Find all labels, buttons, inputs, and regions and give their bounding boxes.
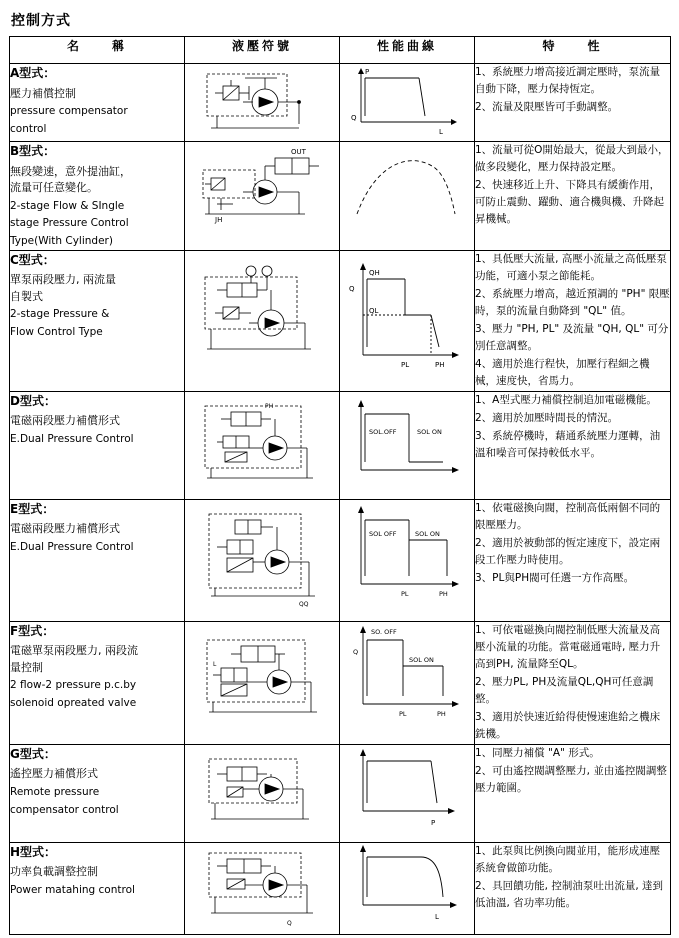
svg-text:QH: QH	[369, 268, 380, 277]
char-item: 2、系統壓力增高，越近預調的 "PH" 限壓時，泵的流量自動降到 "QL" 值。	[475, 287, 670, 317]
row-character-cell	[475, 142, 671, 251]
hydraulic-symbol-diagram-icon	[185, 251, 339, 387]
row-symbol-cell	[185, 142, 340, 251]
performance-curve-chart	[340, 843, 474, 927]
en-line: control	[10, 122, 47, 135]
char-item: 3、適用於快速近給得使慢速進給之機床銑機。	[475, 710, 661, 740]
svg-text:QL: QL	[369, 306, 379, 315]
char-item: 1、流量可從O開始最大，從最大到最小，做多段變化，壓力保持設定壓。	[475, 144, 669, 173]
type-label: C型式：	[10, 252, 55, 267]
svg-text:PL: PL	[399, 709, 407, 718]
page-title: 控制方式	[11, 13, 71, 29]
char-item: 2、快速移近上升、下降具有緩衝作用，可防止震動、躍動、適合機與機、升降起昇機械。	[475, 179, 664, 225]
svg-text:Q: Q	[353, 647, 359, 656]
en-line: Type(With Cylinder)	[10, 235, 113, 248]
char-item: 3、PL與PH閥可任選一方作高壓。	[475, 571, 635, 584]
column-header-name: 名 稱	[10, 37, 185, 64]
svg-text:PH: PH	[435, 360, 445, 369]
svg-text:PL: PL	[401, 360, 410, 369]
control-types-table	[9, 36, 671, 935]
zh-line: 無段變速，意外提油缸，	[10, 164, 131, 178]
hydraulic-symbol-diagram-icon	[185, 142, 339, 232]
en-line: solenoid opreated valve	[10, 697, 137, 710]
row-curve-cell	[340, 744, 475, 842]
column-header-symbol: 液壓符號	[185, 37, 340, 64]
performance-curve-chart	[340, 142, 474, 230]
svg-text:L: L	[439, 128, 443, 136]
performance-curve-chart	[340, 745, 474, 835]
row-name-cell	[10, 142, 185, 251]
row-name-cell	[10, 250, 185, 391]
zh-line: 流量可任意變化。	[10, 181, 98, 195]
type-label: A型式：	[10, 66, 56, 80]
table-row	[10, 621, 671, 744]
type-label: B型式：	[10, 144, 56, 158]
svg-text:P: P	[365, 68, 370, 76]
hydraulic-symbol-diagram-icon	[185, 745, 339, 839]
en-line: pressure compensator	[10, 105, 128, 118]
column-header-curve: 性能曲線	[340, 37, 475, 64]
row-symbol-cell	[185, 250, 340, 391]
char-item: 2、適用於被動部的恆定速度下，設定兩段工作壓力時使用。	[475, 536, 661, 566]
en-line: 2-stage Pressure &	[10, 308, 110, 321]
char-item: 1、同壓力補償 "A" 形式。	[475, 746, 600, 759]
en-line: E.Dual Pressure Control	[10, 540, 134, 553]
en-line: Remote pressure	[10, 785, 100, 798]
table-header-row	[10, 37, 671, 64]
row-name-cell	[10, 621, 185, 744]
svg-text:PH: PH	[265, 402, 274, 410]
table-row	[10, 250, 671, 391]
type-label: F型式：	[10, 623, 55, 638]
hydraulic-symbol-diagram-icon	[185, 843, 339, 931]
svg-text:PH: PH	[437, 709, 446, 718]
char-item: 2、可由遙控閥調整壓力, 並由遙控閥調整壓力範圍。	[475, 764, 667, 794]
row-curve-cell	[340, 499, 475, 621]
svg-text:L: L	[213, 660, 217, 668]
row-name-cell	[10, 499, 185, 621]
hydraulic-symbol-diagram-icon	[185, 64, 339, 140]
row-curve-cell	[340, 142, 475, 251]
row-name-cell	[10, 64, 185, 142]
zh-line: 電磁兩段壓力補償形式	[10, 414, 120, 428]
table-row	[10, 499, 671, 621]
zh-line: 電磁單泵兩段壓力, 兩段流	[10, 644, 138, 658]
zh-line: 單泵兩段壓力, 兩流量	[10, 273, 116, 287]
char-item: 2、具回饋功能, 控制油泵吐出流量, 達到低油溫, 省功率功能。	[475, 879, 664, 909]
hydraulic-symbol-diagram-icon	[185, 622, 339, 736]
type-label: E型式：	[10, 501, 55, 516]
en-line: stage Pressure Control	[10, 217, 129, 230]
en-line: Power matahing control	[10, 883, 135, 896]
row-name-cell	[10, 744, 185, 842]
char-item: 1、可依電磁換向閥控制低壓大流量及高壓小流量的功能。當電磁通電時, 壓力升高到PH, 流量降至QL。	[475, 623, 661, 670]
row-curve-cell	[340, 64, 475, 142]
svg-text:P: P	[431, 818, 436, 827]
row-symbol-cell	[185, 842, 340, 934]
char-item: 2、流量及限壓皆可手動調整。	[475, 101, 619, 113]
table-row	[10, 391, 671, 499]
performance-curve-chart	[340, 392, 474, 492]
table-row	[10, 842, 671, 934]
row-symbol-cell	[185, 499, 340, 621]
svg-text:SOL.OFF: SOL.OFF	[369, 427, 397, 436]
svg-text:SO. OFF: SO. OFF	[371, 627, 397, 636]
svg-text:SOL ON: SOL ON	[409, 655, 434, 664]
hydraulic-symbol-diagram-icon	[185, 500, 339, 618]
svg-text:L: L	[435, 912, 439, 921]
performance-curve-chart	[340, 251, 474, 381]
row-symbol-cell	[185, 621, 340, 744]
zh-line: 壓力補償控制	[10, 86, 76, 100]
performance-curve-chart	[340, 622, 474, 732]
table-row	[10, 142, 671, 251]
char-item: 2、適用於加壓時間長的情況。	[475, 411, 619, 424]
svg-text:QQ: QQ	[299, 600, 309, 608]
char-item: 3、系統停機時，藉通系統壓力運轉，油溫和噪音可保持較低水平。	[475, 429, 661, 459]
row-character-cell	[475, 621, 671, 744]
svg-text:OUT: OUT	[291, 148, 306, 156]
svg-text:Q: Q	[351, 114, 357, 122]
char-item: 1、A型式壓力補償控制追加電磁機能。	[475, 393, 657, 406]
svg-text:Q: Q	[349, 284, 355, 293]
row-curve-cell	[340, 842, 475, 934]
zh-line: 功率負載調整控制	[10, 865, 98, 879]
char-item: 1、此泵與比例換向閥並用，能形成連壓系統會做節功能。	[475, 844, 661, 874]
zh-line: 自製式	[10, 289, 43, 303]
zh-line: 電磁兩段壓力補償形式	[10, 522, 120, 536]
row-curve-cell	[340, 621, 475, 744]
table-row	[10, 64, 671, 142]
row-curve-cell	[340, 250, 475, 391]
row-name-cell	[10, 391, 185, 499]
svg-text:PL: PL	[401, 589, 409, 598]
table-row	[10, 744, 671, 842]
column-header-character: 特 性	[475, 37, 671, 64]
row-character-cell	[475, 842, 671, 934]
performance-curve-chart	[340, 500, 474, 614]
svg-text:PH: PH	[439, 589, 448, 598]
char-item: 1、系統壓力增高接近調定壓時，泵流量自動下降，壓力保持恆定。	[475, 66, 661, 95]
en-line: Flow Control Type	[10, 326, 103, 339]
char-item: 1、依電磁換向閥，控制高低兩個不同的限壓壓力。	[475, 501, 661, 531]
row-symbol-cell	[185, 744, 340, 842]
en-line: E.Dual Pressure Control	[10, 432, 134, 445]
en-line: 2-stage Flow & SIngle	[10, 199, 125, 212]
en-line: 2 flow-2 pressure p.c.by	[10, 679, 137, 692]
en-line: compensator control	[10, 803, 119, 816]
svg-text:SOL OFF: SOL OFF	[369, 529, 397, 538]
row-character-cell	[475, 64, 671, 142]
char-item: 2、壓力PL, PH及流量QL,QH可任意調整。	[475, 675, 654, 705]
row-symbol-cell	[185, 64, 340, 142]
type-label: G型式：	[10, 746, 56, 761]
svg-text:SOL ON: SOL ON	[415, 529, 440, 538]
performance-curve-chart	[340, 64, 474, 138]
row-character-cell	[475, 391, 671, 499]
svg-text:SOL ON: SOL ON	[417, 427, 442, 436]
type-label: D型式：	[10, 393, 56, 408]
row-curve-cell	[340, 391, 475, 499]
char-item: 3、壓力 "PH, PL" 及流量 "QH, QL" 可分別任意調整。	[475, 322, 669, 352]
svg-text:Q: Q	[287, 919, 292, 927]
row-character-cell	[475, 744, 671, 842]
hydraulic-symbol-diagram-icon	[185, 392, 339, 496]
row-symbol-cell	[185, 391, 340, 499]
char-item: 4、適用於進行程快，加壓行程細之機械，速度快，省馬力。	[475, 357, 650, 387]
row-character-cell	[475, 499, 671, 621]
char-item: 1、具低壓大流量, 高壓小流量之高低壓泵功能，可適小泵之節能耗。	[475, 252, 667, 282]
row-name-cell	[10, 842, 185, 934]
svg-text:JH: JH	[215, 216, 223, 224]
row-character-cell	[475, 250, 671, 391]
type-label: H型式：	[10, 844, 57, 859]
zh-line: 遙控壓力補償形式	[10, 767, 98, 781]
zh-line: 量控制	[10, 660, 43, 674]
